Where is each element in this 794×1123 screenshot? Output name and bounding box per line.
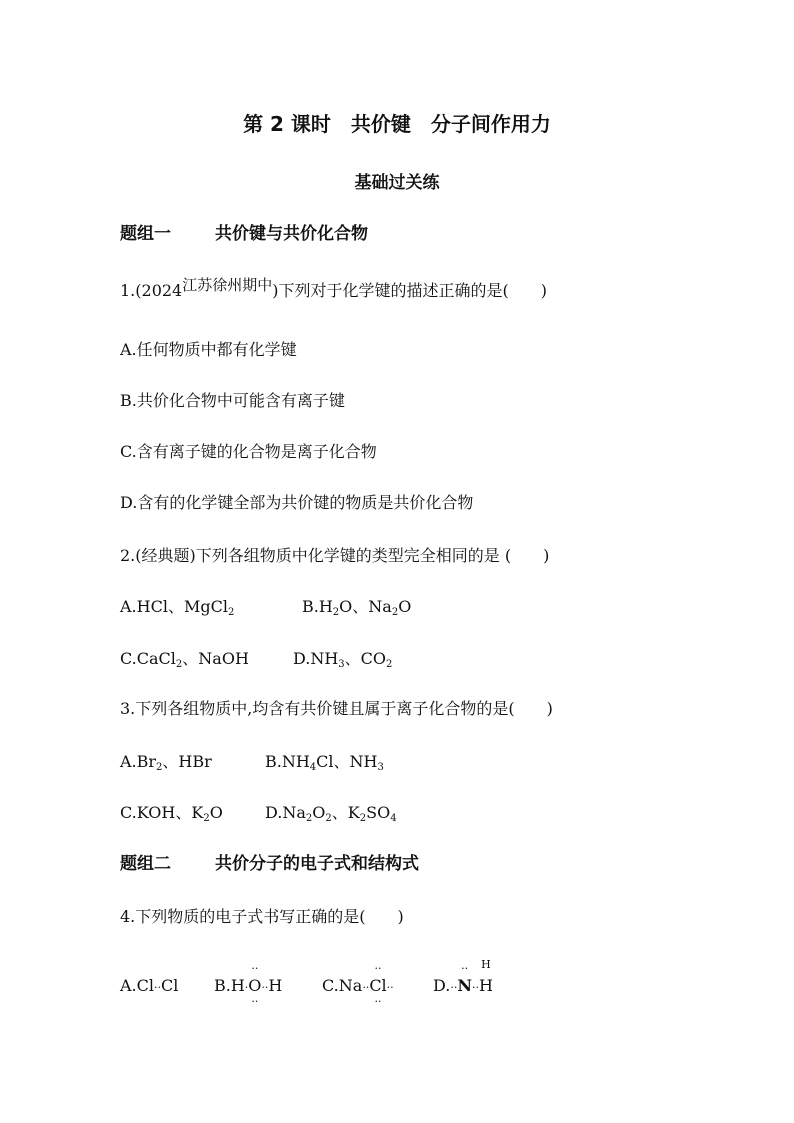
q3-option-c xyxy=(120,800,223,824)
hydrogen-group xyxy=(478,958,493,995)
formula-text: SO xyxy=(366,803,391,822)
electron-dots: ·· xyxy=(450,981,458,994)
subscript: 2 xyxy=(359,813,367,824)
formula-text: 、NaOH xyxy=(182,649,249,668)
q1-text: )下列对于化学键的描述正确的是( xyxy=(272,281,509,300)
oxygen-electron-group xyxy=(248,962,262,1008)
q4-option-c xyxy=(322,962,394,1008)
page-title: 第 2 课时 共价键 分子间作用力 xyxy=(243,112,551,136)
electron-dots: · xyxy=(244,981,249,994)
electron-dots: ·· xyxy=(154,981,161,994)
question-4 xyxy=(120,904,404,927)
group-label: 题组一 xyxy=(120,224,171,244)
formula-text: O、Na xyxy=(339,597,392,616)
option-label: D. xyxy=(433,976,451,995)
subscript: 2 xyxy=(332,607,340,618)
electron-dots: ·· xyxy=(251,962,259,975)
formula-text: A.Br xyxy=(120,752,157,771)
option-label: C. xyxy=(322,976,339,995)
formula-text: D.Na xyxy=(265,803,306,822)
subscript: 2 xyxy=(391,607,399,618)
subscript: 2 xyxy=(203,813,210,824)
q1-option-a: A.任何物质中都有化学键 xyxy=(120,340,297,359)
chlorine-electron-group xyxy=(369,962,387,1008)
q4-option-b xyxy=(214,962,283,1008)
q2-option-b xyxy=(302,594,411,618)
question-2 xyxy=(120,543,549,566)
group-heading-1 xyxy=(120,219,368,244)
formula-text: Cl、NH xyxy=(316,752,378,771)
atom-symbol: Na xyxy=(338,976,363,995)
subscript: 2 xyxy=(386,659,393,670)
subscript: 3 xyxy=(377,762,384,773)
q3-option-b xyxy=(265,749,384,773)
atom-symbol: H xyxy=(478,976,493,995)
q3-text: 3.下列各组物质中,均含有共价键且属于离子化合物的是( xyxy=(120,699,515,718)
formula-text: O xyxy=(312,803,326,822)
q1-option-c: C.含有离子键的化合物是离子化合物 xyxy=(120,442,377,461)
electron-dots: ·· xyxy=(251,995,259,1008)
q4-text: 4.下列物质的电子式书写正确的是( xyxy=(120,907,366,926)
atom-symbol: N xyxy=(457,976,472,995)
group-heading-2 xyxy=(120,849,419,874)
q4-option-a xyxy=(120,976,178,995)
q3-option-a xyxy=(120,749,212,773)
q1-option-b: B.共价化合物中可能含有离子键 xyxy=(120,391,345,410)
electron-dots: ·· xyxy=(461,962,469,975)
formula-text: C.KOH、K xyxy=(120,803,204,822)
group-label: 题组二 xyxy=(120,854,171,874)
q3-option-d xyxy=(265,800,397,824)
atom-symbol: O xyxy=(248,976,262,995)
q2-option-a xyxy=(120,594,234,618)
formula-text: 、HBr xyxy=(162,752,212,771)
electron-dots: ·· xyxy=(386,981,394,994)
formula-text: O xyxy=(398,597,412,616)
electron-dots: ·· xyxy=(471,981,479,994)
section-subtitle: 基础过关练 xyxy=(354,173,440,193)
q1-option-d: D.含有的化学键全部为共价键的物质是共价化合物 xyxy=(120,493,474,512)
group-name: 共价键与共价化合物 xyxy=(215,224,368,244)
question-3 xyxy=(120,696,553,719)
question-1 xyxy=(120,278,547,301)
q2-option-d xyxy=(293,646,392,670)
option-label: A. xyxy=(120,976,137,995)
q1-prefix: 1.(2024 xyxy=(120,281,183,300)
subscript: 3 xyxy=(338,659,345,670)
q1-source: 江苏徐州期中 xyxy=(182,276,273,294)
formula-text: 、K xyxy=(331,803,360,822)
atom-symbol: Cl xyxy=(369,976,387,995)
electron-dots: ·· xyxy=(362,981,370,994)
subscript: 2 xyxy=(156,762,163,773)
subscript: 2 xyxy=(305,813,313,824)
formula-text: D.NH xyxy=(293,649,339,668)
formula-text: 、CO xyxy=(344,649,387,668)
atom-symbol: H xyxy=(230,976,245,995)
q2-option-c xyxy=(120,646,249,670)
formula-text: B.H xyxy=(302,597,333,616)
q2-text: 2.(经典题)下列各组物质中化学键的类型完全相同的是 ( xyxy=(120,546,512,565)
atom-symbol: Cl xyxy=(161,976,179,995)
formula-text: A.HCl、MgCl xyxy=(120,597,228,616)
subscript: 4 xyxy=(309,762,317,773)
paren-close: ) xyxy=(397,907,404,926)
subscript: 2 xyxy=(175,659,183,670)
group-name: 共价分子的电子式和结构式 xyxy=(215,854,419,874)
atom-symbol: Cl xyxy=(136,976,154,995)
electron-dots: ·· xyxy=(261,981,269,994)
paren-close: ) xyxy=(546,699,553,718)
q4-option-d xyxy=(433,958,493,995)
paren-close: ) xyxy=(543,546,550,565)
nitrogen-electron-group xyxy=(457,962,472,995)
atom-symbol: H xyxy=(481,958,491,971)
formula-text: O xyxy=(209,803,223,822)
atom-symbol: H xyxy=(268,976,283,995)
electron-dots: ·· xyxy=(374,962,382,975)
paren-close: ) xyxy=(540,281,547,300)
subscript: 2 xyxy=(325,813,332,824)
subscript: 2 xyxy=(227,607,235,618)
subscript: 4 xyxy=(390,813,397,824)
formula-text: B.NH xyxy=(265,752,310,771)
formula-text: C.CaCl xyxy=(120,649,176,668)
option-label: B. xyxy=(214,976,231,995)
electron-dots: ·· xyxy=(374,995,382,1008)
